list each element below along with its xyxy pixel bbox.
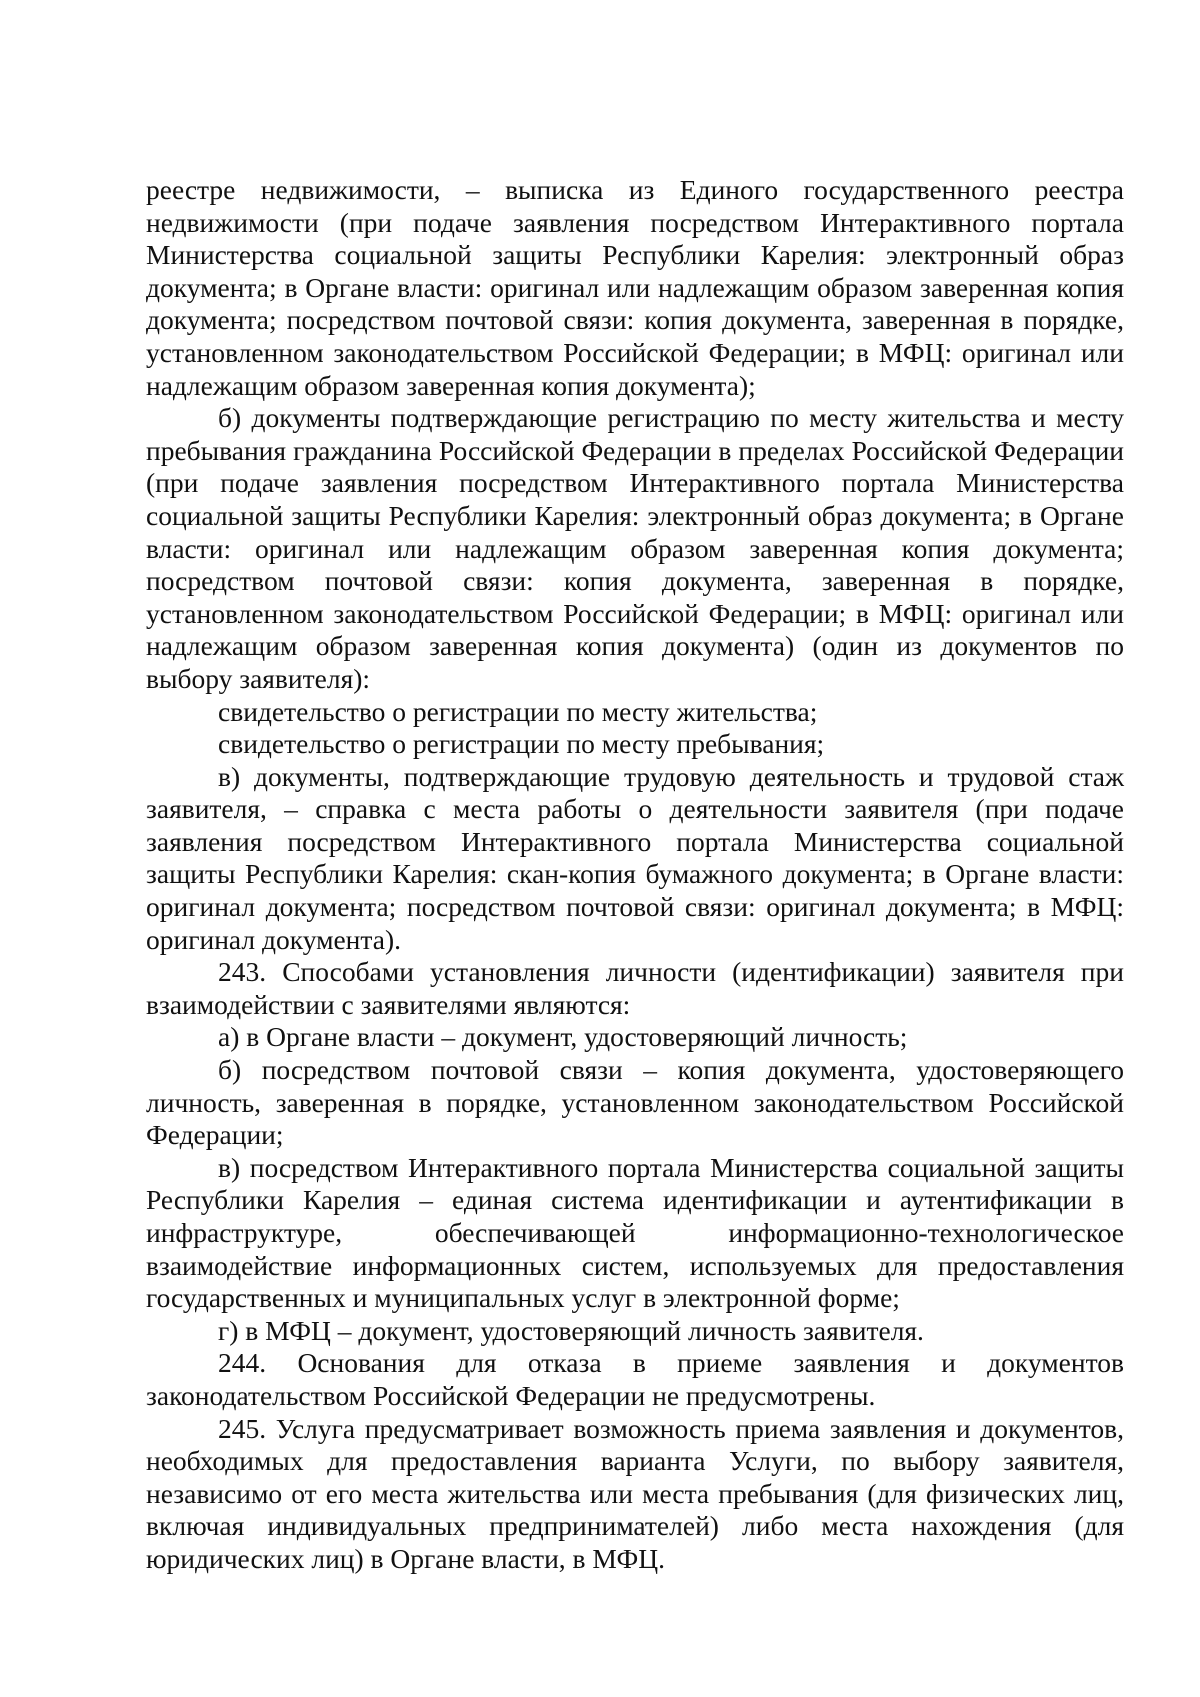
list-item-residence-certificate: свидетельство о регистрации по месту жительства; [218,695,818,727]
list-item-stay-certificate: свидетельство о регистрации по месту пребывания; [218,728,825,760]
paragraph-245-service: 245. Услуга предусматривает возможность приема заявления и документов, необходимых для предоставления варианта Услуги, по выбору заявителя, независимо от его места жительства или места пребывания (для физических лиц, включая индивидуальных предпринимателей) либо места нахождения (для юридических лиц) в Органе власти, в МФЦ. [146,1412,1124,1574]
paragraph-243-g: г) в МФЦ – документ, удостоверяющий личность заявителя. [218,1314,924,1346]
paragraph-243-identification: 243. Способами установления личности (идентификации) заявителя при взаимодействии с заявителями являются: [146,956,1124,1020]
paragraph-egrn-extract: реестре недвижимости, – выписка из Единого государственного реестра недвижимости (при подаче заявления посредством Интерактивного портала Министерства социальной защиты Республики Карелия: электронный образ документа; в Органе власти: оригинал или надлежащим образом заверенная копия документа; посредством почтовой связи: копия документа, заверенная в порядке, установленном законодательством Российской Федерации; в МФЦ: оригинал или надлежащим образом заверенная копия документа); [146,174,1124,401]
paragraph-employment-documents: в) документы, подтверждающие трудовую деятельность и трудовой стаж заявителя, – справка с места работы о деятельности заявителя (при подаче заявления посредством Интерактивного портала Министерства социальной защиты Республики Карелия: скан-копия бумажного документа; в Органе власти: оригинал документа; посредством почтовой связи: оригинал документа; в МФЦ: оригинал документа). [146,760,1124,955]
document-body [146,174,1124,1576]
paragraph-244-refusal: 244. Основания для отказа в приеме заявления и документов законодательством Российской Федерации не предусмотрены. [146,1347,1124,1411]
paragraph-registration-documents: б) документы подтверждающие регистрацию по месту жительства и месту пребывания гражданина Российской Федерации в пределах Российской Федерации (при подаче заявления посредством Интерактивного портала Министерства социальной защиты Республики Карелия: электронный образ документа; в Органе власти: оригинал или надлежащим образом заверенная копия документа; посредством почтовой связи: копия документа, заверенная в порядке, установленном законодательством Российской Федерации; в МФЦ: оригинал или надлежащим образом заверенная копия документа) (один из документов по выбору заявителя): [146,402,1124,694]
paragraph-243-b: б) посредством почтовой связи – копия документа, удостоверяющего личность, заверенная в порядке, установленном законодательством Российской Федерации; [146,1054,1124,1151]
paragraph-243-a: а) в Органе власти – документ, удостоверяющий личность; [218,1021,908,1053]
paragraph-243-v: в) посредством Интерактивного портала Министерства социальной защиты Республики Карелия – единая система идентификации и аутентификации в инфраструктуре, обеспечивающей информационно-технологическое взаимодействие информационных систем, используемых для предоставления государственных и муниципальных услуг в электронной форме; [146,1151,1124,1314]
